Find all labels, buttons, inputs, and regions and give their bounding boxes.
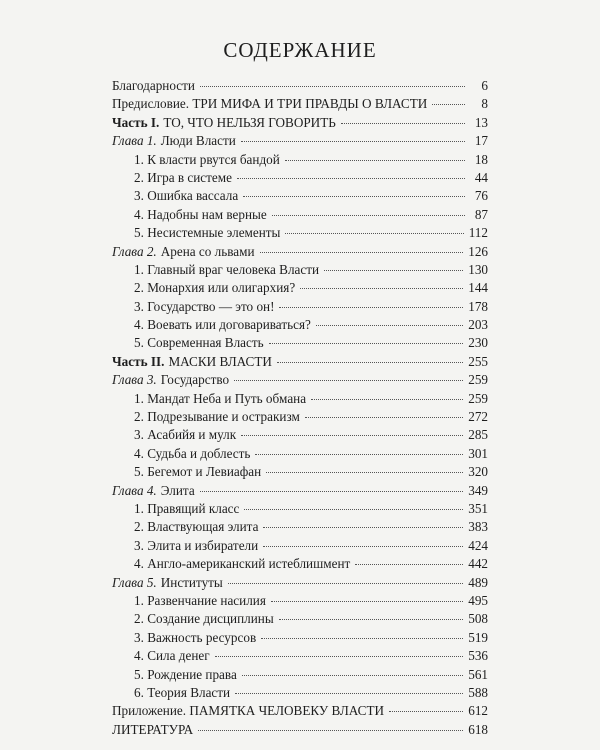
toc-entry (112, 721, 488, 739)
toc-dot-leader (244, 509, 463, 510)
toc-entry-title: Элита (160, 482, 195, 498)
page-title: СОДЕРЖАНИЕ (223, 38, 377, 62)
toc-entry-title: 5. Рождение права (134, 666, 237, 682)
toc-entry-title: 3. Важность ресурсов (134, 629, 257, 645)
toc-dot-leader (260, 252, 464, 253)
toc-entry-page-number: 612 (468, 703, 488, 719)
toc-entry-page-number: 126 (468, 243, 488, 259)
toc-entry-page-number: 618 (468, 721, 488, 737)
toc-entry-title: Предисловие. ТРИ МИФА И ТРИ ПРАВДЫ О ВЛАСТИ (112, 96, 428, 112)
toc-entry-title: 3. Элита и избиратели (134, 537, 259, 553)
toc-entry-page-number: 351 (468, 500, 488, 516)
toc-entry-title: 1. Развенчание насилия (134, 592, 266, 608)
toc-entry-title: 1. Главный враг человека Власти (134, 261, 320, 277)
toc-dot-leader (305, 417, 463, 418)
toc-entry-title: 2. Монархия или олигархия? (134, 280, 296, 296)
toc-dot-leader (285, 160, 465, 161)
toc-dot-leader (200, 491, 464, 492)
toc-dot-leader (228, 583, 463, 584)
toc-entry (112, 390, 488, 408)
toc-entry-title: ЛИТЕРАТУРА (112, 721, 194, 737)
toc-dot-leader (300, 288, 463, 289)
toc-entry (112, 114, 488, 132)
toc-entry (112, 187, 488, 205)
toc-entry-prefix: Глава 5. (112, 574, 157, 590)
toc-dot-leader (255, 454, 463, 455)
toc-entry-title: Люди Власти (160, 133, 236, 149)
toc-entry (112, 95, 488, 113)
toc-dot-leader (432, 104, 465, 105)
toc-entry-page-number: 489 (468, 574, 488, 590)
toc-entry (112, 151, 488, 169)
toc-entry-page-number: 383 (468, 519, 488, 535)
toc-entry-title: 1. Правящий класс (134, 500, 240, 516)
toc-entry-page-number: 18 (474, 151, 488, 167)
toc-dot-leader (355, 564, 463, 565)
toc-dot-leader (241, 141, 465, 142)
toc-entry-prefix: Глава 3. (112, 372, 157, 388)
toc-entry-title: Государство (160, 372, 230, 388)
toc-dot-leader (311, 399, 463, 400)
toc-entry (112, 537, 488, 555)
toc-entry (112, 500, 488, 518)
toc-dot-leader (271, 601, 463, 602)
toc-dot-leader (279, 619, 463, 620)
toc-entry-page-number: 130 (468, 261, 488, 277)
toc-entry (112, 610, 488, 628)
toc-entry-title: 5. Несистемные элементы (134, 225, 281, 241)
toc-entry-page-number: 424 (468, 537, 488, 553)
toc-entry-page-number: 561 (468, 666, 488, 682)
toc-entry-title: 3. Государство — это он! (134, 298, 275, 314)
toc-entry (112, 206, 488, 224)
toc-dot-leader (200, 86, 465, 87)
toc-dot-leader (263, 546, 463, 547)
toc-dot-leader (341, 123, 465, 124)
toc-entry-page-number: 17 (474, 133, 488, 149)
toc-entry (112, 647, 488, 665)
toc-entry-page-number: 144 (468, 280, 488, 296)
toc-entry (112, 353, 488, 371)
toc-entry-page-number: 536 (468, 648, 488, 664)
toc-entry (112, 463, 488, 481)
toc-dot-leader (261, 638, 463, 639)
toc-entry-page-number: 178 (468, 298, 488, 314)
toc-dot-leader (269, 343, 464, 344)
toc-entry-title: 5. Бегемот и Левиафан (134, 464, 262, 480)
toc-dot-leader (277, 362, 463, 363)
toc-entry-page-number: 259 (468, 390, 488, 406)
toc-entry-page-number: 203 (468, 317, 488, 333)
toc-entry-title: 2. Создание дисциплины (134, 611, 274, 627)
toc-entry (112, 77, 488, 95)
toc-entry-title: 1. К власти рвутся бандой (134, 151, 280, 167)
toc-entry (112, 555, 488, 573)
toc-entry (112, 629, 488, 647)
toc-entry (112, 684, 488, 702)
toc-entry (112, 666, 488, 684)
toc-entry (112, 592, 488, 610)
toc-entry-page-number: 508 (468, 611, 488, 627)
toc-entry-prefix: Глава 4. (112, 482, 157, 498)
toc-entry-page-number: 255 (468, 353, 488, 369)
toc-entry-title: 6. Теория Власти (134, 684, 231, 700)
toc-entry-title: Арена со львами (160, 243, 255, 259)
toc-entry (112, 445, 488, 463)
toc-dot-leader (316, 325, 463, 326)
toc-entry-prefix: Часть I. (112, 114, 160, 130)
toc-dot-leader (241, 435, 463, 436)
toc-entry-title: 2. Подрезывание и остракизм (134, 409, 300, 425)
toc-entry-title: 3. Асабийя и мулк (134, 427, 237, 443)
toc-dot-leader (263, 527, 463, 528)
toc-entry-title: 3. Ошибка вассала (134, 188, 239, 204)
toc-entry-title: 1. Мандат Неба и Путь обмана (134, 390, 307, 406)
toc-entry-title: 4. Сила денег (134, 648, 210, 664)
toc-entry (112, 426, 488, 444)
toc-dot-leader (279, 307, 463, 308)
toc-dot-leader (243, 196, 465, 197)
toc-dot-leader (235, 693, 463, 694)
toc-entry-title: 5. Современная Власть (134, 335, 264, 351)
toc-dot-leader (285, 233, 463, 234)
toc-entry-title: 2. Властвующая элита (134, 519, 259, 535)
toc-entry-title: МАСКИ ВЛАСТИ (168, 353, 272, 369)
toc-entry (112, 371, 488, 389)
toc-entry (112, 334, 488, 352)
toc-entry-prefix: Глава 1. (112, 133, 157, 149)
toc-entry (112, 279, 488, 297)
toc-entry-page-number: 495 (468, 592, 488, 608)
toc-entry (112, 224, 488, 242)
toc-dot-leader (242, 675, 463, 676)
toc-entry-title: 2. Игра в системе (134, 169, 232, 185)
toc-dot-leader (237, 178, 465, 179)
toc-entry-prefix: Часть II. (112, 353, 165, 369)
toc-dot-leader (198, 730, 463, 731)
toc-entry-title: Институты (160, 574, 223, 590)
toc-entry-page-number: 8 (481, 96, 488, 112)
table-of-contents (112, 77, 488, 739)
toc-entry-page-number: 349 (468, 482, 488, 498)
toc-entry-page-number: 76 (474, 188, 488, 204)
toc-entry (112, 518, 488, 536)
toc-dot-leader (272, 215, 465, 216)
toc-entry (112, 132, 488, 150)
toc-entry-page-number: 320 (468, 464, 488, 480)
toc-entry-title: Благодарности (112, 78, 195, 93)
toc-entry (112, 574, 488, 592)
toc-entry-page-number: 301 (468, 445, 488, 461)
toc-entry-page-number: 6 (481, 78, 488, 93)
toc-entry-title: 4. Надобны нам верные (134, 206, 267, 222)
toc-entry-title: Приложение. ПАМЯТКА ЧЕЛОВЕКУ ВЛАСТИ (112, 703, 385, 719)
toc-dot-leader (215, 656, 464, 657)
toc-entry-page-number: 44 (474, 169, 488, 185)
toc-entry (112, 482, 488, 500)
toc-dot-leader (234, 380, 463, 381)
toc-entry-page-number: 230 (468, 335, 488, 351)
toc-entry-title: 4. Воевать или договариваться? (134, 317, 311, 333)
toc-entry-page-number: 87 (474, 206, 488, 222)
toc-entry-page-number: 112 (468, 225, 488, 241)
toc-entry (112, 169, 488, 187)
toc-dot-leader (266, 472, 463, 473)
toc-entry (112, 243, 488, 261)
toc-entry (112, 702, 488, 720)
toc-dot-leader (324, 270, 463, 271)
toc-entry-prefix: Глава 2. (112, 243, 157, 259)
toc-entry-page-number: 272 (468, 409, 488, 425)
toc-entry-page-number: 259 (468, 372, 488, 388)
toc-dot-leader (389, 711, 463, 712)
toc-entry-page-number: 588 (468, 684, 488, 700)
toc-entry-title: ТО, ЧТО НЕЛЬЗЯ ГОВОРИТЬ (163, 114, 336, 130)
toc-entry (112, 316, 488, 334)
toc-entry (112, 408, 488, 426)
toc-entry-title: 4. Судьба и доблесть (134, 445, 251, 461)
toc-entry-page-number: 442 (468, 556, 488, 572)
toc-entry (112, 261, 488, 279)
toc-entry (112, 298, 488, 316)
toc-entry-page-number: 13 (474, 114, 488, 130)
toc-entry-page-number: 285 (468, 427, 488, 443)
toc-entry-title: 4. Англо-американский истеблишмент (134, 556, 351, 572)
toc-entry-page-number: 519 (468, 629, 488, 645)
